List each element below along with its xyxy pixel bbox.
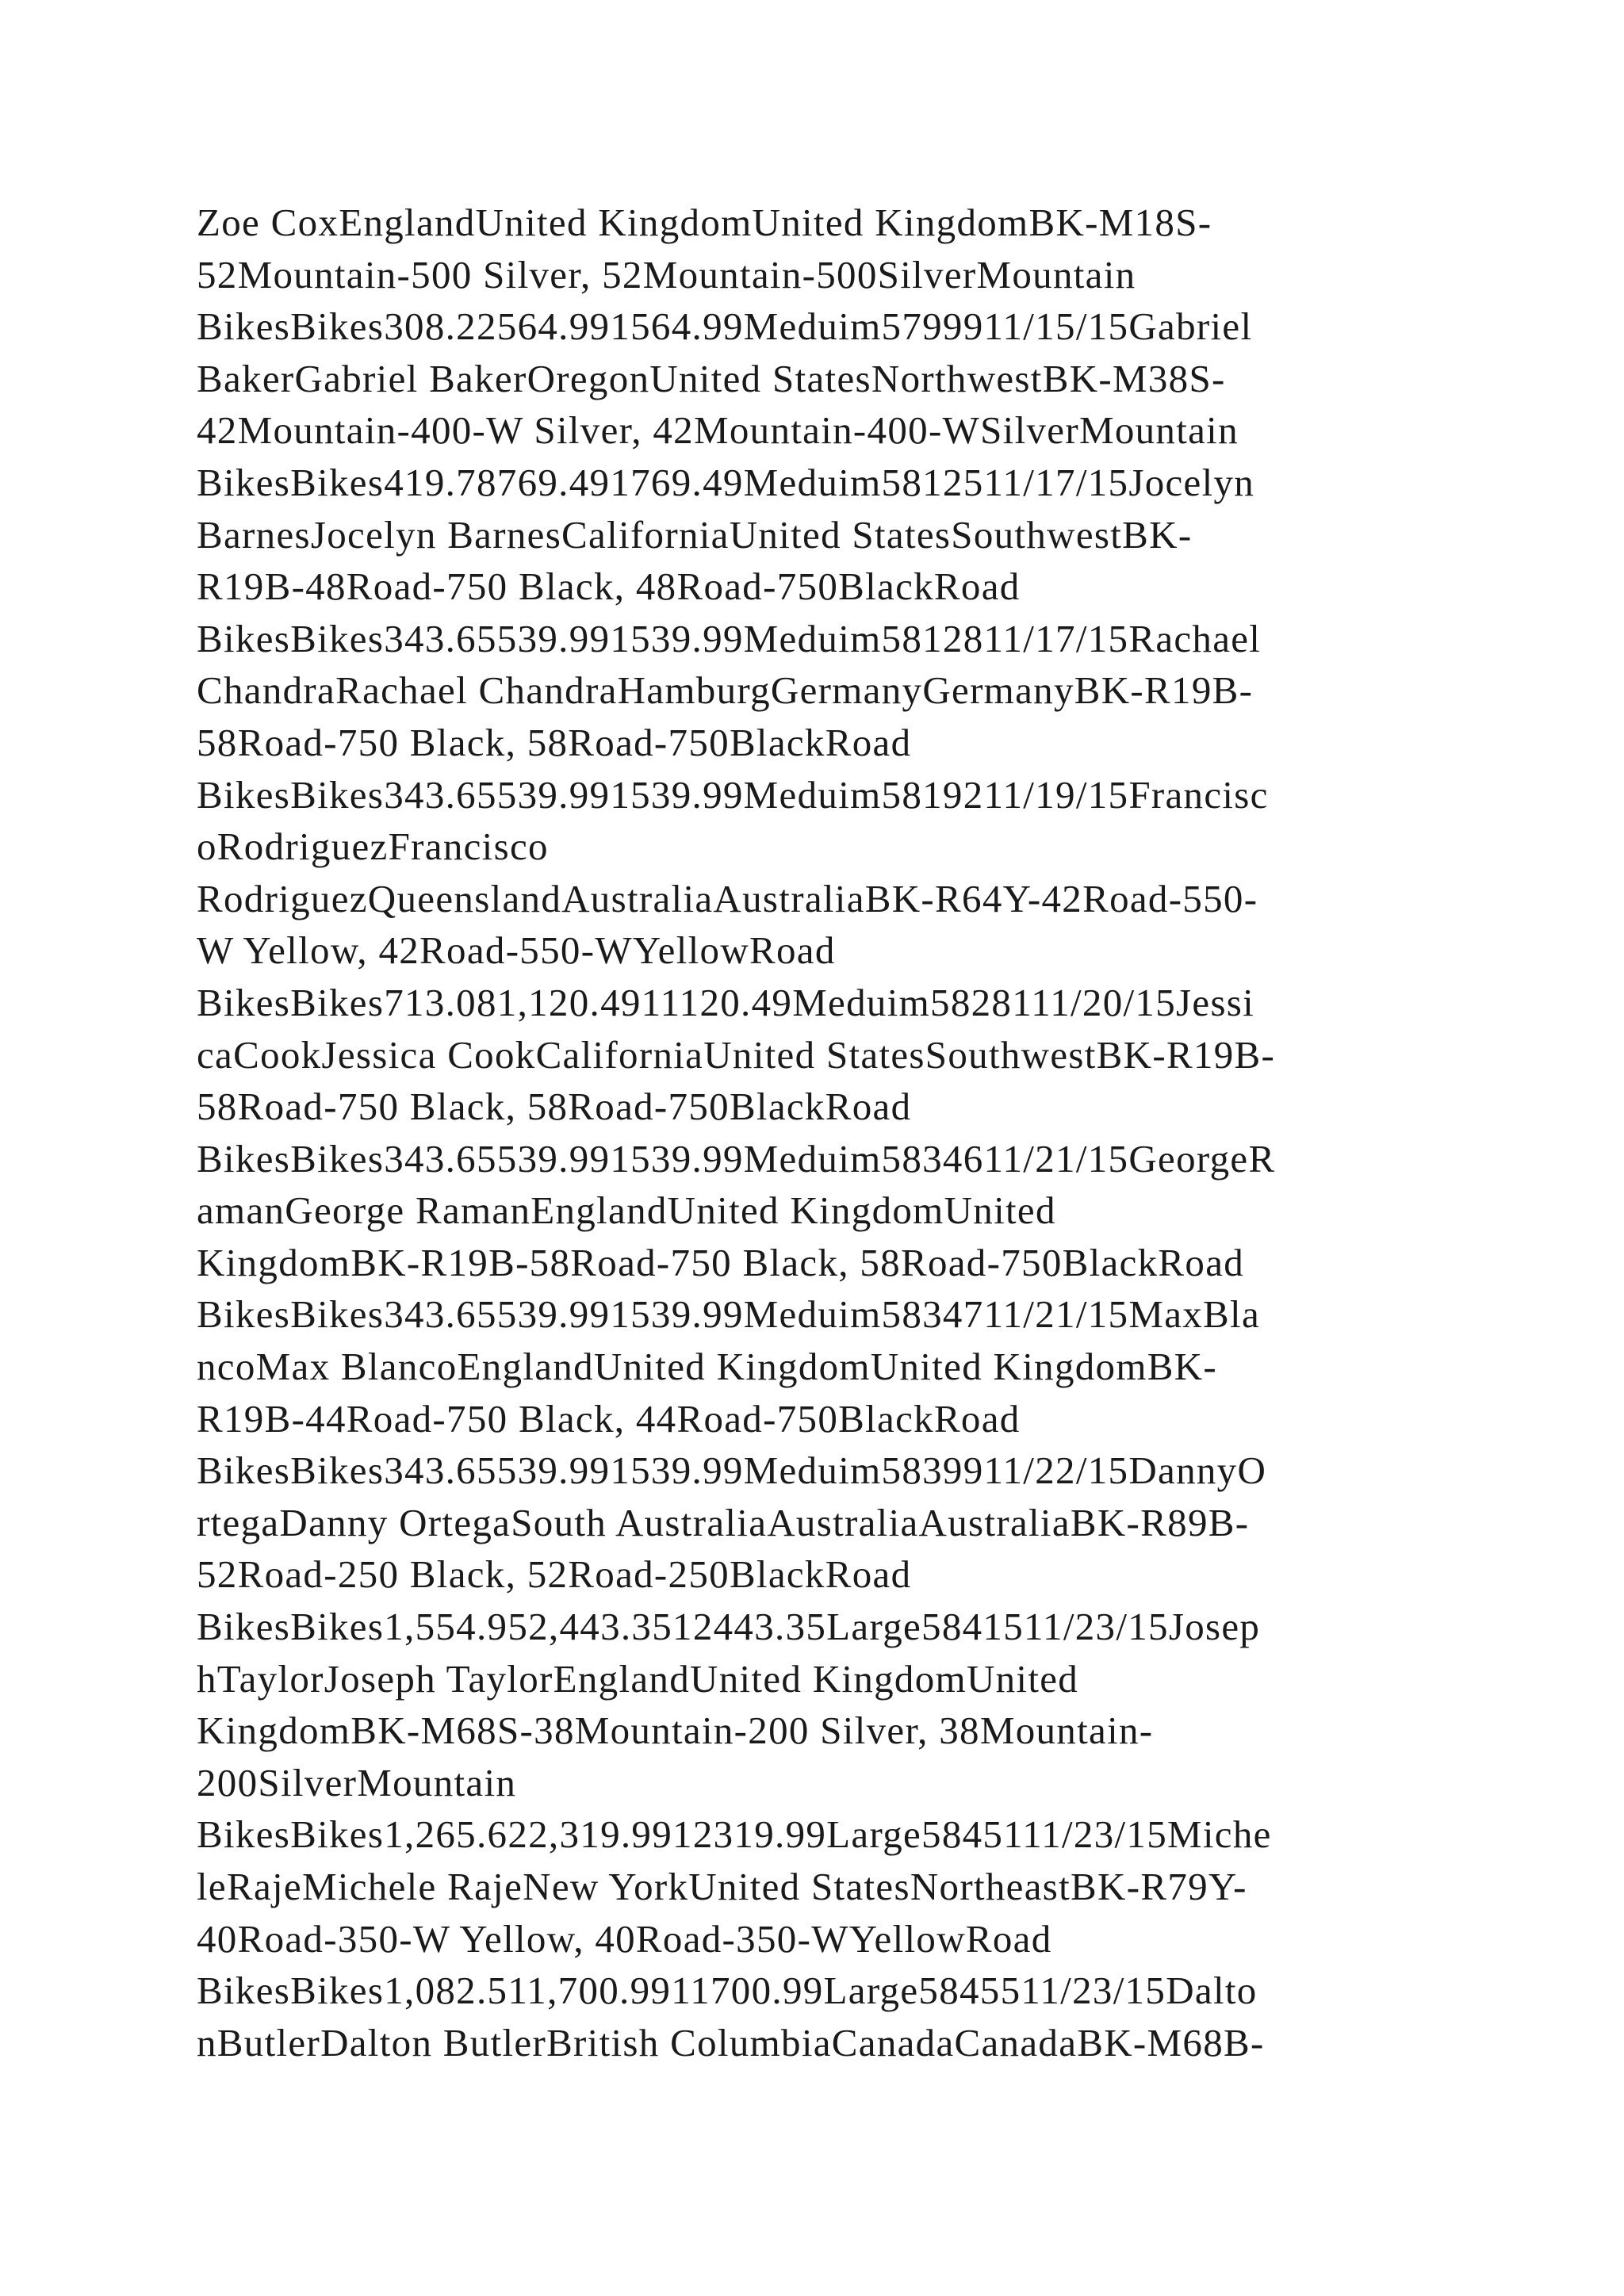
text-line: 58Road-750 Black, 58Road-750BlackRoad xyxy=(197,720,912,764)
text-line: 52Mountain-500 Silver, 52Mountain-500SilverMountain xyxy=(197,252,1136,297)
text-line: amanGeorge RamanEnglandUnited KingdomUnited xyxy=(197,1188,1056,1233)
text-line: 200SilverMountain xyxy=(197,1760,517,1804)
text-line: hTaylorJoseph TaylorEnglandUnited KingdomUnited xyxy=(197,1656,1079,1701)
text-line: caCookJessica CookCaliforniaUnited StatesSouthwestBK-R19B- xyxy=(197,1032,1276,1077)
text-line: BikesBikes1,082.511,700.9911700.99Large5845511/23/15Dalto xyxy=(197,1969,1258,2013)
text-line: BikesBikes713.081,120.4911120.49Meduim5828111/20/15Jessi xyxy=(197,980,1255,1024)
text-line: BikesBikes343.65539.991539.99Meduim5812811/17/15Rachael xyxy=(197,616,1262,660)
text-line: 40Road-350-W Yellow, 40Road-350-WYellowRoad xyxy=(197,1916,1052,1961)
text-line: BikesBikes343.65539.991539.99Meduim5839911/22/15DannyO xyxy=(197,1448,1267,1493)
text-line: BikesBikes1,554.952,443.3512443.35Large5841511/23/15Josep xyxy=(197,1605,1261,1649)
text-line: leRajeMichele RajeNew YorkUnited StatesNortheastBK-R79Y- xyxy=(197,1865,1247,1908)
text-line: BikesBikes343.65539.991539.99Meduim5819211/19/15Francisc xyxy=(197,772,1269,817)
text-line: BikesBikes343.65539.991539.99Meduim5834711/21/15MaxBla xyxy=(197,1292,1260,1337)
document-body-text xyxy=(197,197,1450,2068)
text-line: R19B-44Road-750 Black, 44Road-750BlackRoad xyxy=(197,1396,1021,1441)
text-line: KingdomBK-M68S-38Mountain-200 Silver, 38Mountain- xyxy=(197,1709,1154,1753)
text-line: 42Mountain-400-W Silver, 42Mountain-400-WSilverMountain xyxy=(197,408,1239,453)
text-line: KingdomBK-R19B-58Road-750 Black, 58Road-750BlackRoad xyxy=(197,1240,1245,1284)
text-line: BikesBikes1,265.622,319.9912319.99Large5845111/23/15Miche xyxy=(197,1812,1272,1857)
text-line: 52Road-250 Black, 52Road-250BlackRoad xyxy=(197,1552,912,1597)
text-line: nButlerDalton ButlerBritish ColumbiaCanadaCanadaBK-M68B- xyxy=(197,2020,1265,2064)
text-line: RodriguezQueenslandAustraliaAustraliaBK-R64Y-42Road-550- xyxy=(197,876,1258,920)
text-line: Zoe CoxEnglandUnited KingdomUnited KingdomBK-M18S- xyxy=(197,201,1212,244)
text-line: BikesBikes308.22564.991564.99Meduim5799911/15/15Gabriel xyxy=(197,304,1253,349)
text-line: ChandraRachael ChandraHamburgGermanyGermanyBK-R19B- xyxy=(197,668,1254,713)
text-line: BarnesJocelyn BarnesCaliforniaUnited StatesSouthwestBK- xyxy=(197,512,1193,557)
text-line: R19B-48Road-750 Black, 48Road-750BlackRoad xyxy=(197,564,1021,609)
text-line: BakerGabriel BakerOregonUnited StatesNorthwestBK-M38S- xyxy=(197,356,1226,400)
text-line: oRodriguezFrancisco xyxy=(197,825,549,869)
text-line: BikesBikes419.78769.491769.49Meduim5812511/17/15Jocelyn xyxy=(197,460,1255,504)
text-line: 58Road-750 Black, 58Road-750BlackRoad xyxy=(197,1085,912,1129)
text-line: W Yellow, 42Road-550-WYellowRoad xyxy=(197,928,836,973)
text-line: BikesBikes343.65539.991539.99Meduim5834611/21/15GeorgeR xyxy=(197,1136,1276,1181)
text-line: rtegaDanny OrtegaSouth AustraliaAustraliaAustraliaBK-R89B- xyxy=(197,1500,1250,1544)
text-line: ncoMax BlancoEnglandUnited KingdomUnited KingdomBK- xyxy=(197,1345,1218,1389)
